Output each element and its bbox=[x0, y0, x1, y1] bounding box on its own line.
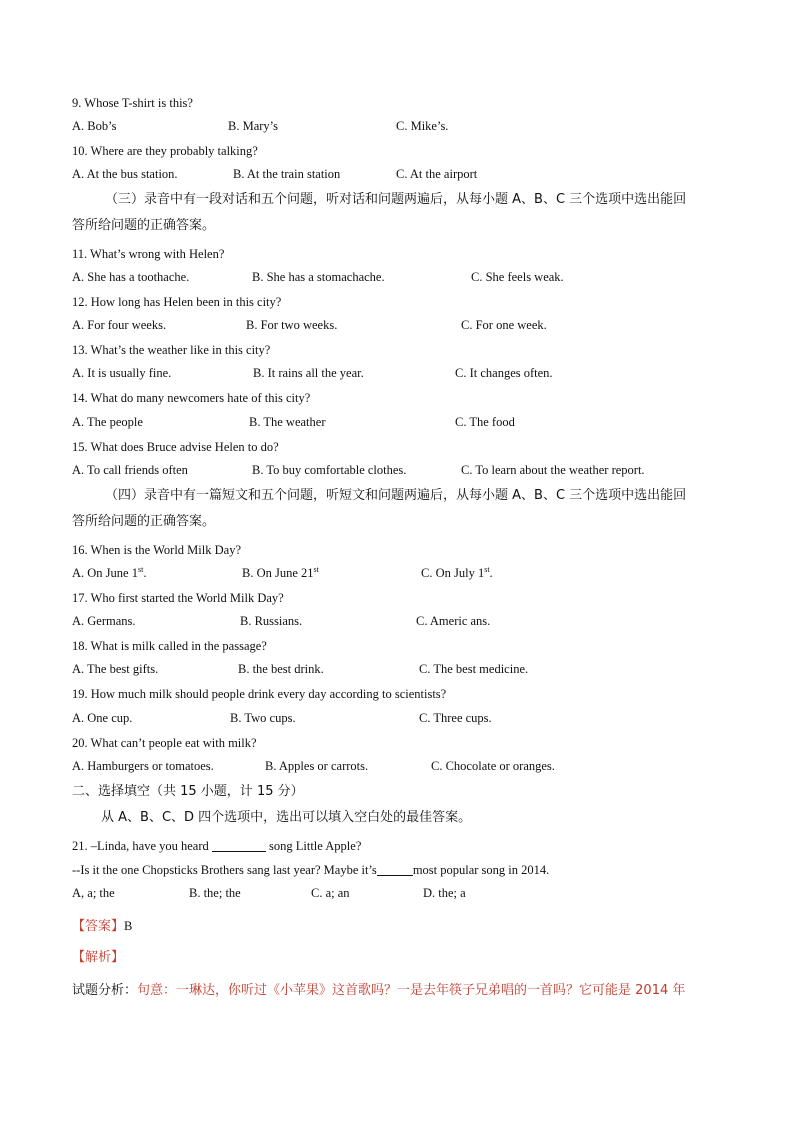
q16-option-c: C. On July 1st. bbox=[421, 564, 493, 580]
explanation-sentence: 句意：一琳达，你听过《小苹果》这首歌吗？一是去年筷子兄弟唱的一首吗？它可能是 2014 年 bbox=[137, 983, 686, 998]
q14-option-a: A. The people bbox=[72, 415, 143, 429]
answer-blank bbox=[212, 839, 266, 852]
section-4-instruction: （四）录音中有一篇短文和五个问题，听短文和问题两遍后，从每小题 A、B、C 三个选项中选出能回 bbox=[105, 488, 687, 503]
question-18: 18. What is milk called in the passage? bbox=[72, 639, 267, 653]
answer-label: 【答案】 bbox=[72, 919, 125, 934]
section-3-instruction-cont: 答所给问题的正确答案。 bbox=[72, 218, 216, 233]
q18-option-a: A. The best gifts. bbox=[72, 662, 159, 676]
q9-option-a: A. Bob’s bbox=[72, 119, 117, 133]
q19-option-b: B. Two cups. bbox=[230, 711, 296, 725]
q11-option-b: B. She has a stomachache. bbox=[252, 270, 385, 284]
section-4-instruction-cont: 答所给问题的正确答案。 bbox=[72, 514, 216, 529]
q9-option-b: B. Mary’s bbox=[228, 119, 278, 133]
q17-option-c: C. Americ ans. bbox=[416, 614, 491, 628]
question-11: 11. What’s wrong with Helen? bbox=[72, 247, 225, 261]
q11-option-a: A. She has a toothache. bbox=[72, 270, 190, 284]
question-20: 20. What can’t people eat with milk? bbox=[72, 736, 257, 750]
q18-option-c: C. The best medicine. bbox=[419, 662, 529, 676]
analysis-label: 【解析】 bbox=[72, 950, 125, 965]
section-3-instruction: （三）录音中有一段对话和五个问题，听对话和问题两遍后，从每小题 A、B、C 三个选项中选出能回 bbox=[105, 192, 687, 207]
answer-line bbox=[72, 918, 132, 935]
q10-option-c: C. At the airport bbox=[396, 167, 478, 181]
question-13: 13. What’s the weather like in this city? bbox=[72, 343, 271, 357]
q13-option-c: C. It changes often. bbox=[455, 366, 553, 380]
q12-option-c: C. For one week. bbox=[461, 318, 547, 332]
explanation-prefix: 试题分析： bbox=[72, 983, 138, 998]
q20-option-b: B. Apples or carrots. bbox=[265, 759, 369, 773]
question-10: 10. Where are they probably talking? bbox=[72, 144, 258, 158]
q9-option-c: C. Mike’s. bbox=[396, 119, 449, 133]
q15-option-b: B. To buy comfortable clothes. bbox=[252, 463, 407, 477]
q16-option-b: B. On June 21st bbox=[242, 564, 319, 580]
q21-option-d: D. the; a bbox=[423, 886, 466, 900]
q20-option-c: C. Chocolate or oranges. bbox=[431, 759, 555, 773]
q10-option-a: A. At the bus station. bbox=[72, 167, 178, 181]
explanation-line bbox=[72, 983, 685, 999]
q14-option-b: B. The weather bbox=[249, 415, 326, 429]
question-19: 19. How much milk should people drink every day according to scientists? bbox=[72, 687, 447, 701]
q21-option-a: A, a; the bbox=[72, 886, 115, 900]
q17-option-b: B. Russians. bbox=[240, 614, 303, 628]
q14-option-c: C. The food bbox=[455, 415, 515, 429]
q12-option-b: B. For two weeks. bbox=[246, 318, 338, 332]
q12-option-a: A. For four weeks. bbox=[72, 318, 167, 332]
question-9: 9. Whose T-shirt is this? bbox=[72, 96, 193, 110]
question-21: 21. –Linda, have you heard song Little Apple? bbox=[72, 839, 362, 853]
q17-option-a: A. Germans. bbox=[72, 614, 136, 628]
q20-option-a: A. Hamburgers or tomatoes. bbox=[72, 759, 214, 773]
q21-option-c: C. a; an bbox=[311, 886, 350, 900]
q10-option-b: B. At the train station bbox=[233, 167, 341, 181]
part-2-instruction: 从 A、B、C、D 四个选项中，选出可以填入空白处的最佳答案。 bbox=[101, 810, 472, 825]
question-15: 15. What does Bruce advise Helen to do? bbox=[72, 440, 279, 454]
q15-option-a: A. To call friends often bbox=[72, 463, 188, 477]
answer-value: B bbox=[124, 919, 133, 933]
q19-option-a: A. One cup. bbox=[72, 711, 133, 725]
question-17: 17. Who first started the World Milk Day? bbox=[72, 591, 284, 605]
q13-option-a: A. It is usually fine. bbox=[72, 366, 172, 380]
q18-option-b: B. the best drink. bbox=[238, 662, 324, 676]
q11-option-c: C. She feels weak. bbox=[471, 270, 564, 284]
answer-blank bbox=[377, 863, 413, 876]
question-14: 14. What do many newcomers hate of this city? bbox=[72, 391, 311, 405]
q13-option-b: B. It rains all the year. bbox=[253, 366, 364, 380]
question-12: 12. How long has Helen been in this city? bbox=[72, 295, 282, 309]
q15-option-c: C. To learn about the weather report. bbox=[461, 463, 645, 477]
part-2-heading: 二、选择填空（共 15 小题，计 15 分） bbox=[72, 784, 304, 799]
q16-option-a: A. On June 1st. bbox=[72, 564, 147, 580]
q19-option-c: C. Three cups. bbox=[419, 711, 492, 725]
question-21-cont: --Is it the one Chopsticks Brothers sang last year? Maybe it’s most popular song in 2014. bbox=[72, 863, 550, 877]
q21-option-b: B. the; the bbox=[189, 886, 241, 900]
question-16: 16. When is the World Milk Day? bbox=[72, 543, 241, 557]
